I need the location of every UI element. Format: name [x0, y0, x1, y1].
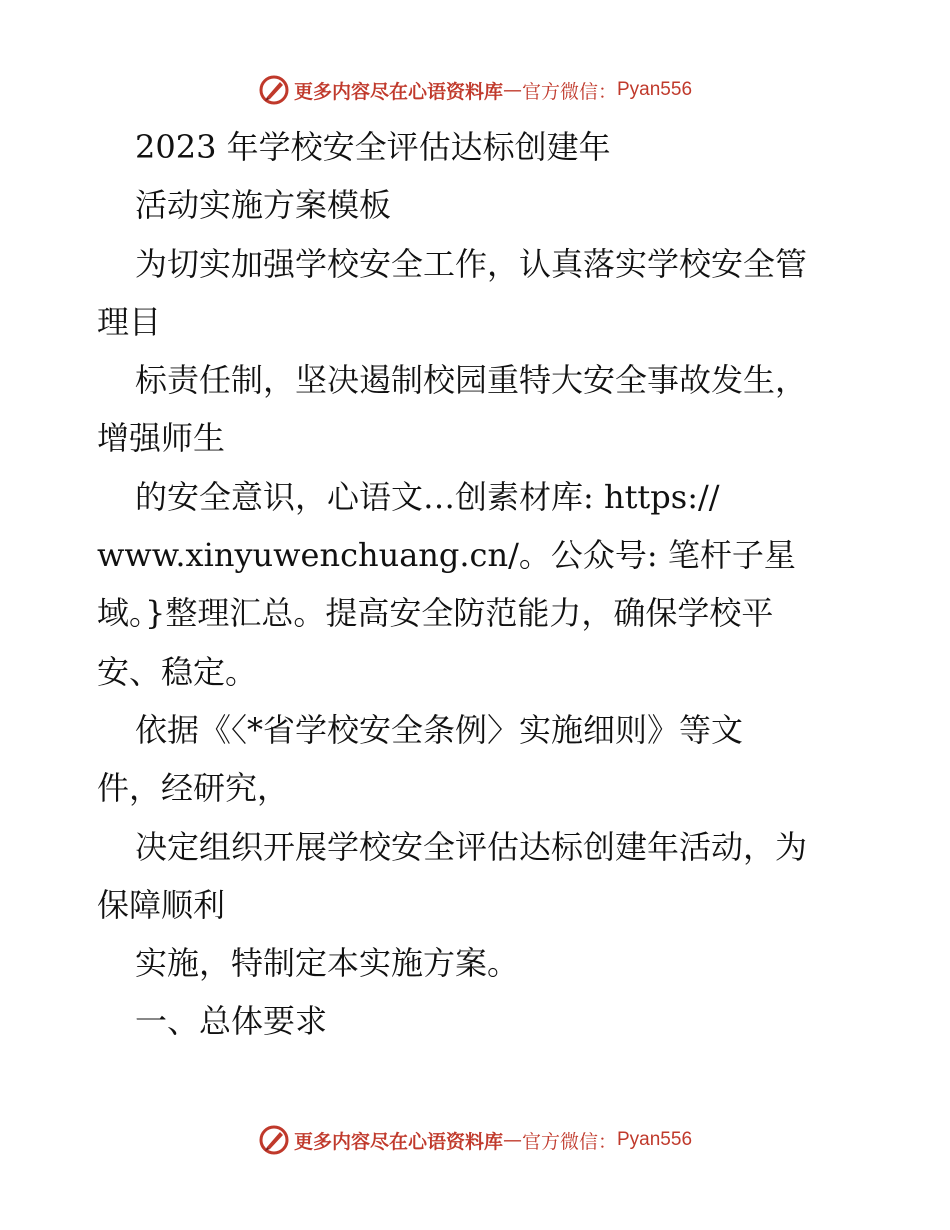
body-line: 标责任制，坚决遏制校园重特大安全事故发生，	[135, 361, 808, 400]
body-line: 件，经研究，	[97, 769, 290, 808]
title-line-1: 2023 年学校安全评估达标创建年	[135, 128, 611, 166]
body-line: 增强师生	[97, 419, 226, 458]
body-line: 的安全意识，心语文…创素材库: https://	[135, 477, 720, 516]
pen-logo-icon	[258, 74, 290, 106]
watermark-dash: —	[502, 1129, 522, 1151]
body-line: 决定组织开展学校安全评估达标创建年活动，为	[135, 827, 808, 866]
footer-watermark	[0, 1120, 950, 1160]
body-line: 为切实加强学校安全工作，认真落实学校安全管	[135, 244, 808, 283]
watermark-wechat-id: Pyan556	[617, 1129, 693, 1150]
title-line-2: 活动实施方案模板	[135, 186, 392, 225]
body-line: 安、稳定。	[97, 652, 258, 691]
body-line: 实施，特制定本实施方案。	[135, 944, 520, 983]
watermark-main-text: 更多内容尽在心语资料库	[293, 1130, 503, 1153]
document-body	[97, 118, 867, 1051]
section-heading: 一、总体要求	[135, 1002, 328, 1041]
pen-logo-icon	[258, 1124, 290, 1156]
watermark-main-text: 更多内容尽在心语资料库	[293, 80, 503, 103]
watermark-wechat-id: Pyan556	[617, 79, 693, 100]
body-line: 域。}整理汇总。提高安全防范能力，确保学校平	[97, 594, 774, 633]
header-watermark	[0, 70, 950, 110]
watermark-wechat-label: 官方微信：	[521, 80, 617, 103]
watermark-dash: —	[502, 79, 522, 101]
watermark-wechat-label: 官方微信：	[521, 1130, 617, 1153]
body-line: 保障顺利	[97, 885, 226, 924]
body-line: 依据《〈*省学校安全条例〉实施细则》等文	[135, 710, 744, 749]
body-line: 理目	[97, 302, 162, 341]
body-line: www.xinyuwenchuang.cn/。公众号: 笔杆子星	[97, 536, 796, 575]
